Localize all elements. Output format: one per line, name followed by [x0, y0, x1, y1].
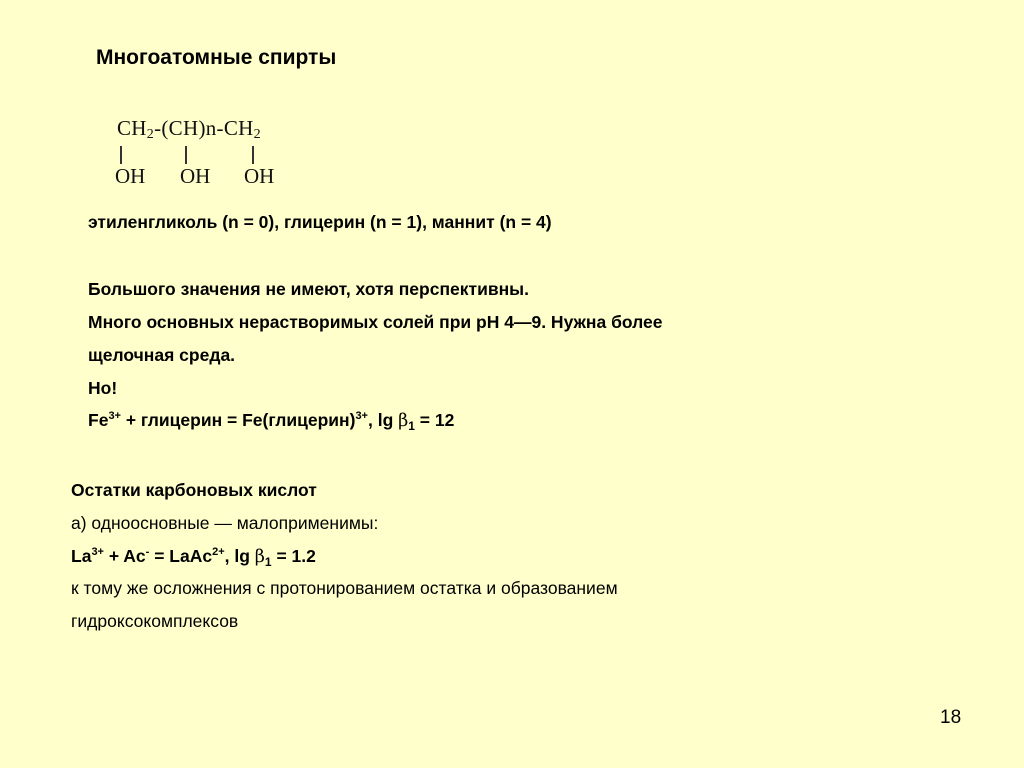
significance-line: Большого значения не имеют, хотя перспективны.	[88, 279, 529, 299]
bond-line	[120, 146, 122, 164]
bond-line	[252, 146, 254, 164]
monobasic-line: а) одноосновные — малоприменимы:	[71, 513, 379, 533]
salts-line-1: Много основных нерастворимых солей при рН 4—9. Нужна более	[88, 312, 663, 332]
page-number: 18	[940, 707, 962, 728]
formula-backbone: $CH_2-(CH)n-CH_2$	[117, 116, 261, 142]
glycerol-equation: $Fe^{3+}$ + глицерин = Fe(глицерин)$^{3+}$, $\lg \beta_1 = 12$	[88, 410, 455, 433]
hydroxyl-group: OH	[115, 164, 146, 188]
polyol-structural-formula	[113, 116, 303, 191]
bond-line	[185, 146, 187, 164]
but-line: Но!	[88, 378, 118, 398]
slide-title: Многоатомные спирты	[96, 46, 337, 69]
salts-line-2: щелочная среда.	[88, 345, 236, 365]
beta-symbol: β	[398, 411, 409, 431]
acetate-equation: $La^{3+} + Ac^-$ = LaAc$^{2+}$, $\lg \beta_1 = 1.2$	[71, 546, 316, 569]
carboxylic-section-title: Остатки карбоновых кислот	[71, 480, 317, 500]
hydroxyl-group: OH	[180, 164, 211, 188]
complication-line-2: гидроксокомплексов	[71, 611, 239, 631]
beta-symbol: β	[254, 547, 265, 567]
hydroxyl-group: OH	[244, 164, 275, 188]
examples-line: этиленгликоль (n = 0), глицерин (n = 1), маннит (n = 4)	[88, 212, 552, 232]
complication-line-1: к тому же осложнения с протонированием остатка и образованием	[71, 578, 618, 598]
